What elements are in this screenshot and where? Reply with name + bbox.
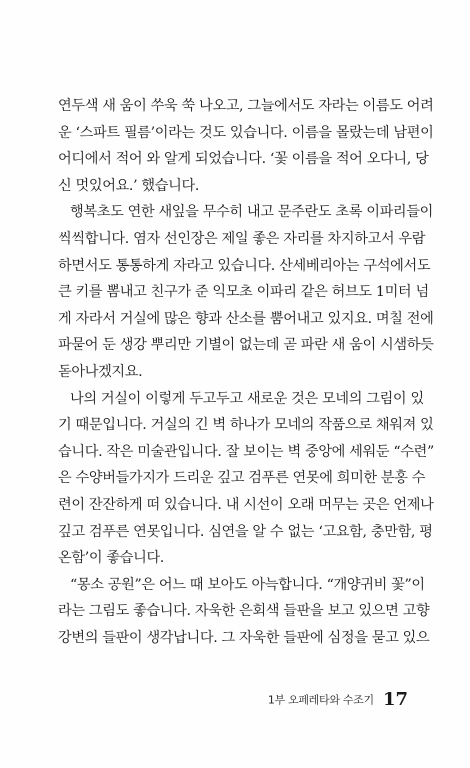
text-line: 하면서도 통통하게 자라고 있습니다. 산세베리아는 구석에서도 — [58, 257, 431, 274]
text-line: 온함’이 좋습니다. — [58, 550, 164, 567]
text-line: 큰 키를 뽐내고 친구가 준 익모초 이파리 같은 허브도 1미터 넘 — [58, 284, 429, 301]
text-line: 게 자라서 거실에 많은 향과 산소를 뿜어내고 있지요. 며칠 전에 — [58, 310, 434, 327]
text-line: 습니다. 작은 미술관입니다. 잘 보이는 벽 중앙에 세워둔 “수련” — [58, 443, 434, 460]
page-number: 17 — [382, 689, 408, 710]
text-line: 씩씩합니다. 염자 선인장은 제일 좋은 자리를 차지하고서 우람 — [58, 230, 426, 247]
text-line: 련이 잔잔하게 떠 있습니다. 내 시선이 오래 머무는 곳은 언제나 — [58, 496, 434, 513]
text-line: 신 멋있어요.’ 했습니다. — [58, 177, 199, 194]
body-text — [58, 93, 434, 651]
paragraph-start-line: “몽소 공원”은 어느 때 보아도 아늑합니다. “개양귀비 꽃”이 — [70, 576, 425, 593]
text-line: 라는 그림도 좋습니다. 자욱한 은회색 들판을 보고 있으면 고향 — [58, 603, 430, 620]
text-line: 강변의 들판이 생각납니다. 그 자욱한 들판에 심정을 묻고 있으 — [58, 629, 430, 646]
text-line: 깊고 검푸른 연못입니다. 심연을 알 수 없는 ‘고요함, 충만함, 평 — [58, 523, 433, 540]
text-line: 돋아나겠지요. — [58, 363, 143, 380]
paragraph-start-line: 나의 거실이 이렇게 두고두고 새로운 것은 모네의 그림이 있 — [70, 390, 424, 407]
text-line: 은 수양버들가지가 드리운 깊고 검푸른 연못에 희미한 분홍 수 — [58, 470, 426, 487]
paragraph-start-line: 행복초도 연한 새잎을 무수히 내고 문주란도 초록 이파리들이 — [70, 204, 433, 221]
text-line: 기 때문입니다. 거실의 긴 벽 하나가 모네의 작품으로 채워져 있 — [58, 417, 434, 434]
text-line: 운 ‘스파트 필름’이라는 것도 있습니다. 이름을 몰랐는데 남편이 — [58, 124, 434, 141]
text-line: 파묻어 둔 생강 뿌리만 기별이 없는데 곧 파란 새 움이 시샘하듯 — [58, 337, 434, 354]
running-head: 1부 오페레타와 수조기 — [267, 693, 374, 707]
page-footer — [0, 689, 408, 710]
text-line: 연두색 새 움이 쑤욱 쑥 나오고, 그늘에서도 자라는 이름도 어려 — [58, 98, 434, 114]
text-line: 어디에서 적어 와 알게 되었습니다. ‘꽃 이름을 적어 오다니, 당 — [58, 151, 429, 168]
